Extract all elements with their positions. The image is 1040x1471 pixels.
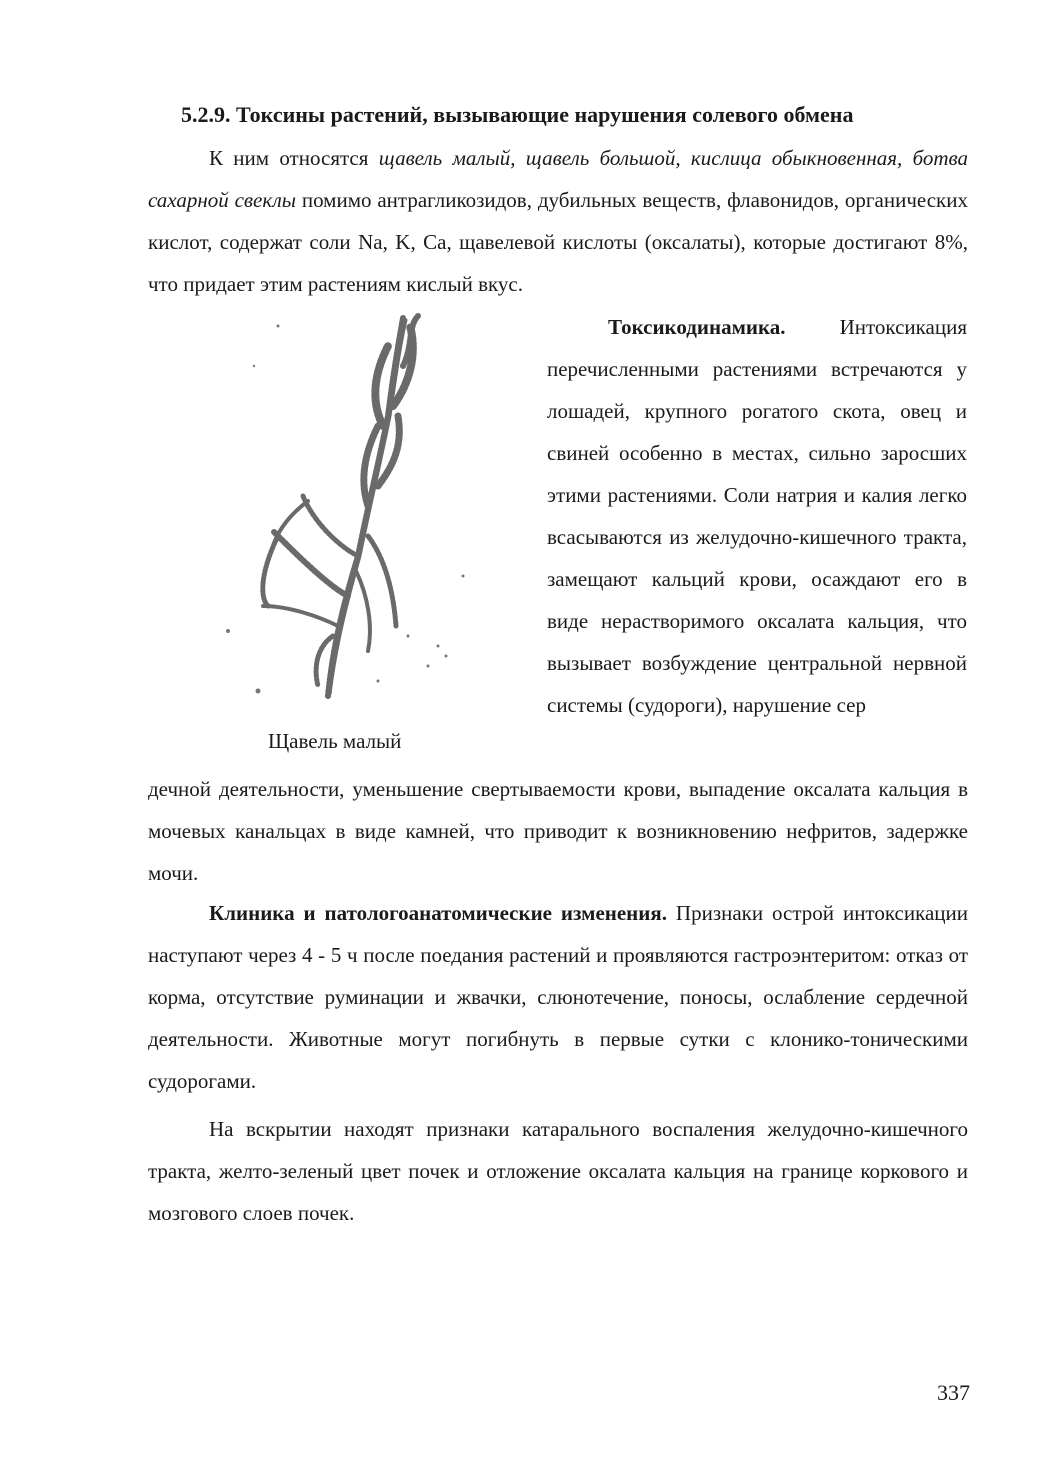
autopsy-paragraph: На вскрытии находят признаки катарального воспаления желудочно-кишечного тракта, желто-зеленый цвет почек и отложение оксалата кальция на границе коркового и мозгового слоев почек. bbox=[148, 1117, 968, 1225]
intro-rest: помимо антрагликозидов, дубильных веществ, флавонидов, органических кислот, содержат соли Na, K, Ca, щавелевой кислоты (оксалаты), которые достигают 8%, что придает этим растениям кислый вкус. bbox=[148, 188, 968, 296]
toxicodynamics-text: Интоксикация перечисленными растениями встречаются у лошадей, крупного рогатого скота, овец и свиней особенно в местах, сильно заросших этими растениями. Соли натрия и калия легко всасываются из желудочно-кишечного тракта, замещают кальций крови, осаждают его в виде нерастворимого оксалата кальция, что вызывает возбуждение центральной нервной системы (судороги), нарушение сер bbox=[547, 315, 967, 717]
figure-caption: Щавель малый bbox=[268, 729, 402, 753]
plant-figure bbox=[148, 306, 538, 766]
intro-lead: К ним относятся bbox=[209, 146, 379, 170]
toxicodynamics-title: Токсикодинамика. bbox=[608, 315, 786, 339]
intro-plant-names: щавель малый, щавель большой, кислица обыкновенная, ботва сахарной свеклы bbox=[148, 146, 969, 212]
section-heading: 5.2.9. Токсины растений, вызывающие нарушения солевого обмена bbox=[181, 102, 854, 127]
clinic-text: Признаки острой интоксикации наступают через 4 - 5 ч после поедания растений и проявляются гастроэнтеритом: отказ от корма, отсутствие руминации и жвачки, слюнотечение, поносы, ослабление сердечной деятельности. Животные могут погибнуть в первые сутки с клонико-тоническими судорогами. bbox=[148, 901, 968, 1093]
clinic-paragraph bbox=[148, 892, 968, 1102]
clinic-title: Клиника и патологоанатомические изменения. bbox=[209, 901, 667, 925]
intro-paragraph bbox=[148, 137, 968, 305]
page-number: 337 bbox=[937, 1380, 970, 1405]
toxicodynamics-paragraph bbox=[547, 306, 967, 726]
toxicodynamics-continued: дечной деятельности, уменьшение свертываемости крови, выпадение оксалата кальция в мочевых канальцах в виде камней, что приводит к возникновению нефритов, задержке мочи. bbox=[148, 777, 968, 885]
sorrel-plant-illustration bbox=[218, 306, 478, 716]
